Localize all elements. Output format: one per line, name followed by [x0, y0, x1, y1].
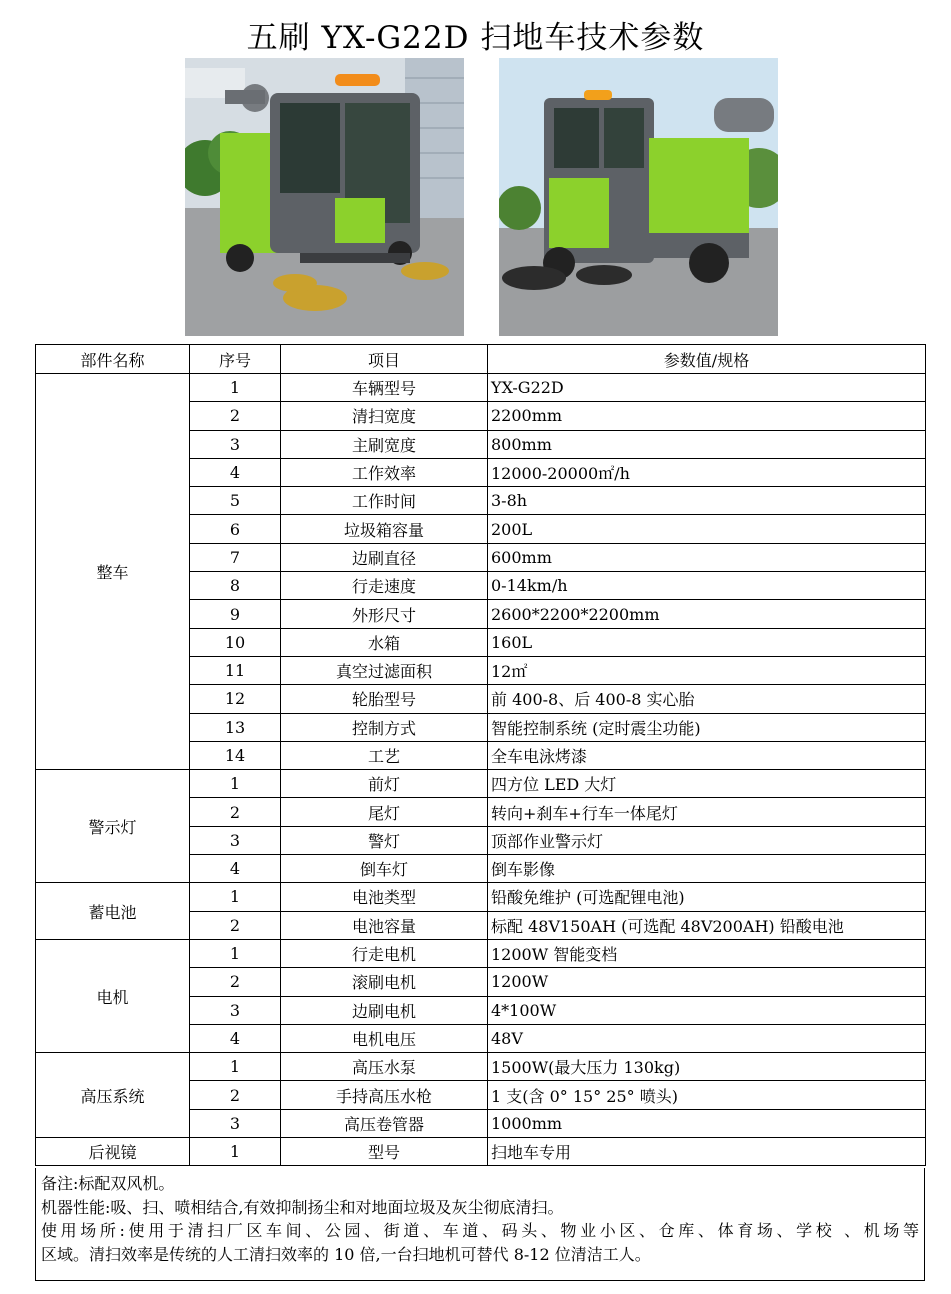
index-cell: 14 — [190, 741, 281, 769]
value-cell: 1200W 智能变档 — [488, 939, 926, 967]
index-cell: 4 — [190, 855, 281, 883]
item-cell: 轮胎型号 — [281, 685, 488, 713]
sweeper-side-photo — [499, 58, 778, 336]
item-cell: 倒车灯 — [281, 855, 488, 883]
index-cell: 3 — [190, 430, 281, 458]
value-cell: 全车电泳烤漆 — [488, 741, 926, 769]
value-cell: 12000-20000㎡/h — [488, 458, 926, 486]
index-cell: 5 — [190, 487, 281, 515]
header-part-name: 部件名称 — [36, 345, 190, 374]
note-remark: 备注:标配双风机。 — [41, 1174, 175, 1193]
item-cell: 主刷宽度 — [281, 430, 488, 458]
item-cell: 尾灯 — [281, 798, 488, 826]
index-cell: 1 — [190, 374, 281, 402]
value-cell: 扫地车专用 — [488, 1138, 926, 1166]
index-cell: 3 — [190, 1109, 281, 1137]
index-cell: 1 — [190, 883, 281, 911]
index-cell: 3 — [190, 996, 281, 1024]
item-cell: 车辆型号 — [281, 374, 488, 402]
item-cell: 型号 — [281, 1138, 488, 1166]
value-cell: 前 400-8、后 400-8 实心胎 — [488, 685, 926, 713]
index-cell: 2 — [190, 402, 281, 430]
index-cell: 1 — [190, 939, 281, 967]
table-row — [36, 1138, 926, 1166]
table-row — [36, 883, 926, 911]
group-name-cell: 整车 — [36, 374, 190, 770]
item-cell: 控制方式 — [281, 713, 488, 741]
value-cell: 160L — [488, 628, 926, 656]
table-row — [36, 374, 926, 402]
value-cell: 3-8h — [488, 487, 926, 515]
item-cell: 真空过滤面积 — [281, 656, 488, 684]
item-cell: 边刷电机 — [281, 996, 488, 1024]
index-cell: 8 — [190, 572, 281, 600]
index-cell: 4 — [190, 1024, 281, 1052]
item-cell: 电池类型 — [281, 883, 488, 911]
group-name-cell: 电机 — [36, 939, 190, 1052]
item-cell: 行走电机 — [281, 939, 488, 967]
value-cell: 四方位 LED 大灯 — [488, 770, 926, 798]
spec-table-body — [36, 374, 926, 1166]
note-usage-line2: 区域。清扫效率是传统的人工清扫效率的 10 倍,一台扫地机可替代 8-12 位清洁工人。 — [41, 1244, 651, 1264]
index-cell: 2 — [190, 911, 281, 939]
sweeper-side-illustration — [499, 58, 778, 336]
value-cell: 标配 48V150AH (可选配 48V200AH) 铅酸电池 — [488, 911, 926, 939]
note-performance: 机器性能:吸、扫、喷相结合,有效抑制扬尘和对地面垃圾及灰尘彻底清扫。 — [41, 1197, 564, 1217]
value-cell: 智能控制系统 (定时震尘功能) — [488, 713, 926, 741]
index-cell: 10 — [190, 628, 281, 656]
note-usage-line1: 使用场所:使用于清扫厂区车间、公园、街道、车道、码头、物业小区、仓库、体育场、学校 、机场等 — [41, 1221, 919, 1240]
value-cell: 12㎡ — [488, 656, 926, 684]
value-cell: 1000mm — [488, 1109, 926, 1137]
group-name-cell: 蓄电池 — [36, 883, 190, 940]
index-cell: 2 — [190, 1081, 281, 1109]
item-cell: 行走速度 — [281, 572, 488, 600]
index-cell: 1 — [190, 1053, 281, 1081]
value-cell: 800mm — [488, 430, 926, 458]
item-cell: 前灯 — [281, 770, 488, 798]
item-cell: 垃圾箱容量 — [281, 515, 488, 543]
value-cell: 铅酸免维护 (可选配锂电池) — [488, 883, 926, 911]
index-cell: 1 — [190, 770, 281, 798]
index-cell: 2 — [190, 798, 281, 826]
index-cell: 7 — [190, 543, 281, 571]
item-cell: 滚刷电机 — [281, 968, 488, 996]
index-cell: 9 — [190, 600, 281, 628]
table-row — [36, 1053, 926, 1081]
index-cell: 12 — [190, 685, 281, 713]
group-name-cell: 后视镜 — [36, 1138, 190, 1166]
value-cell: YX-G22D — [488, 374, 926, 402]
item-cell: 电池容量 — [281, 911, 488, 939]
group-name-cell: 警示灯 — [36, 770, 190, 883]
item-cell: 工艺 — [281, 741, 488, 769]
value-cell: 顶部作业警示灯 — [488, 826, 926, 854]
header-index: 序号 — [190, 345, 281, 374]
item-cell: 警灯 — [281, 826, 488, 854]
spec-table — [35, 344, 926, 1166]
item-cell: 高压卷管器 — [281, 1109, 488, 1137]
header-spec: 参数值/规格 — [488, 345, 926, 374]
value-cell: 1 支(含 0° 15° 25° 喷头) — [488, 1081, 926, 1109]
value-cell: 4*100W — [488, 996, 926, 1024]
sweeper-front-photo — [185, 58, 464, 336]
item-cell: 手持高压水枪 — [281, 1081, 488, 1109]
table-row — [36, 770, 926, 798]
item-cell: 清扫宽度 — [281, 402, 488, 430]
item-cell: 工作效率 — [281, 458, 488, 486]
index-cell: 2 — [190, 968, 281, 996]
page-title: 五刷 YX-G22D 扫地车技术参数 — [246, 20, 705, 56]
item-cell: 电机电压 — [281, 1024, 488, 1052]
value-cell: 200L — [488, 515, 926, 543]
value-cell: 转向+刹车+行车一体尾灯 — [488, 798, 926, 826]
item-cell: 工作时间 — [281, 487, 488, 515]
item-cell: 外形尺寸 — [281, 600, 488, 628]
value-cell: 2200mm — [488, 402, 926, 430]
table-header-row — [36, 345, 926, 374]
index-cell: 11 — [190, 656, 281, 684]
value-cell: 0-14km/h — [488, 572, 926, 600]
index-cell: 4 — [190, 458, 281, 486]
header-item: 项目 — [281, 345, 488, 374]
item-cell: 边刷直径 — [281, 543, 488, 571]
index-cell: 13 — [190, 713, 281, 741]
value-cell: 1500W(最大压力 130kg) — [488, 1053, 926, 1081]
item-cell: 高压水泵 — [281, 1053, 488, 1081]
notes-box — [35, 1168, 925, 1281]
value-cell: 48V — [488, 1024, 926, 1052]
table-row — [36, 939, 926, 967]
value-cell: 1200W — [488, 968, 926, 996]
value-cell: 600mm — [488, 543, 926, 571]
index-cell: 1 — [190, 1138, 281, 1166]
value-cell: 2600*2200*2200mm — [488, 600, 926, 628]
index-cell: 6 — [190, 515, 281, 543]
sweeper-front-illustration — [185, 58, 464, 336]
group-name-cell: 高压系统 — [36, 1053, 190, 1138]
index-cell: 3 — [190, 826, 281, 854]
value-cell: 倒车影像 — [488, 855, 926, 883]
item-cell: 水箱 — [281, 628, 488, 656]
